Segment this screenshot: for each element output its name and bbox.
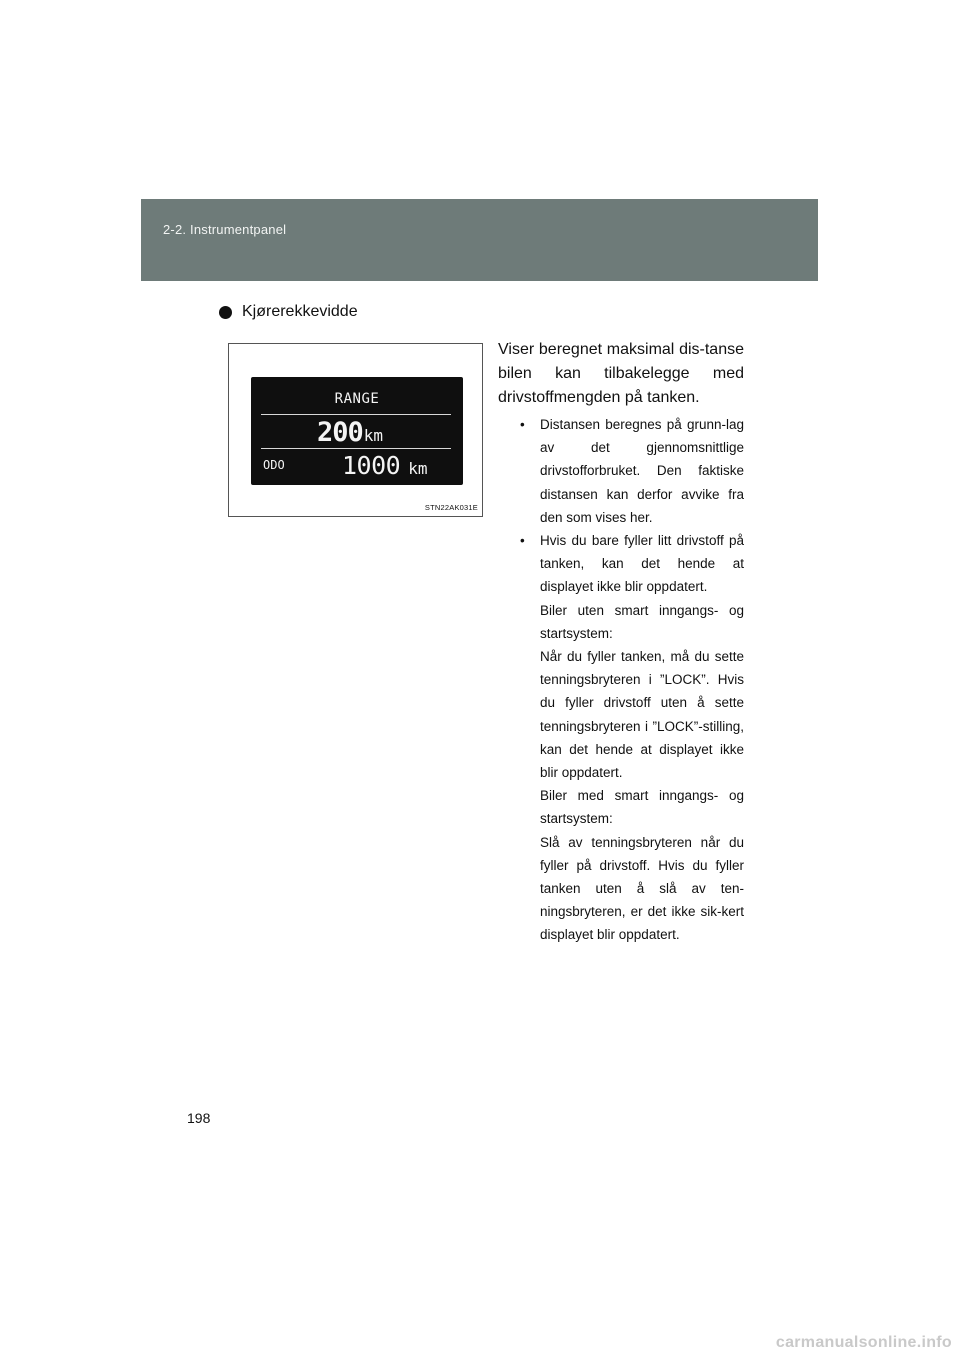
bullet-marker: • xyxy=(520,533,525,549)
subheading xyxy=(219,303,358,321)
lcd-range-unit: km xyxy=(363,426,384,445)
page-number: 198 xyxy=(187,1110,211,1126)
note-subheading: Biler med smart inngangs- og startsystem: xyxy=(540,788,744,827)
lcd-range-value: 200 xyxy=(317,417,363,448)
bullet-marker: • xyxy=(520,417,525,432)
note-subtext: Når du fyller tanken, må du sette tenningsbryteren i ”LOCK”. Hvis du fyller drivstoff uten å sette tenningsbryteren i ”LOCK”-stilling, kan det hende at displayet ikke blir oppdatert. xyxy=(540,649,744,781)
watermark: carmanualsonline.info xyxy=(775,1334,952,1351)
lcd-divider xyxy=(261,448,451,449)
figure-code: STN22AK031E xyxy=(424,503,478,512)
lcd-divider xyxy=(261,414,451,415)
lcd-range-label: RANGE xyxy=(334,391,380,407)
lcd-odo-unit: km xyxy=(408,459,428,478)
lcd-odo-label: ODO xyxy=(263,458,285,472)
lcd-odo-value: 1000 xyxy=(342,451,401,480)
notes-list xyxy=(520,413,744,947)
filled-circle-bullet-icon xyxy=(219,306,232,319)
intro-paragraph: Viser beregnet maksimal dis-tanse bilen kan tilbakelegge med drivstoffmengden på tanken. xyxy=(498,341,744,406)
display-illustration xyxy=(228,343,483,517)
note-subtext: Slå av tenningsbryteren når du fyller på drivstoff. Hvis du fyller tanken uten å slå av ten-ningsbryteren, er det ikke sik-kert displayet blir oppdatert. xyxy=(540,834,744,943)
lcd-display xyxy=(251,377,463,485)
note-subheading: Biler uten smart inngangs- og startsystem: xyxy=(540,602,744,641)
lcd-odo-readout xyxy=(342,451,427,480)
list-item xyxy=(520,529,744,947)
section-header xyxy=(141,199,818,281)
subheading-label: Kjørerekkevidde xyxy=(242,303,358,320)
note-text: Hvis du bare fyller litt drivstoff på tanken, kan det hende at displayet ikke blir oppdatert. xyxy=(540,533,744,595)
note-text: Distansen beregnes på grunn-lag av det gjennomsnittlige drivstofforbruket. Den faktiske distansen kan derfor avvike fra den som vises her. xyxy=(540,417,744,525)
lcd-range-readout xyxy=(317,417,383,448)
list-item xyxy=(520,413,744,529)
section-title: 2-2. Instrumentpanel xyxy=(163,222,287,237)
